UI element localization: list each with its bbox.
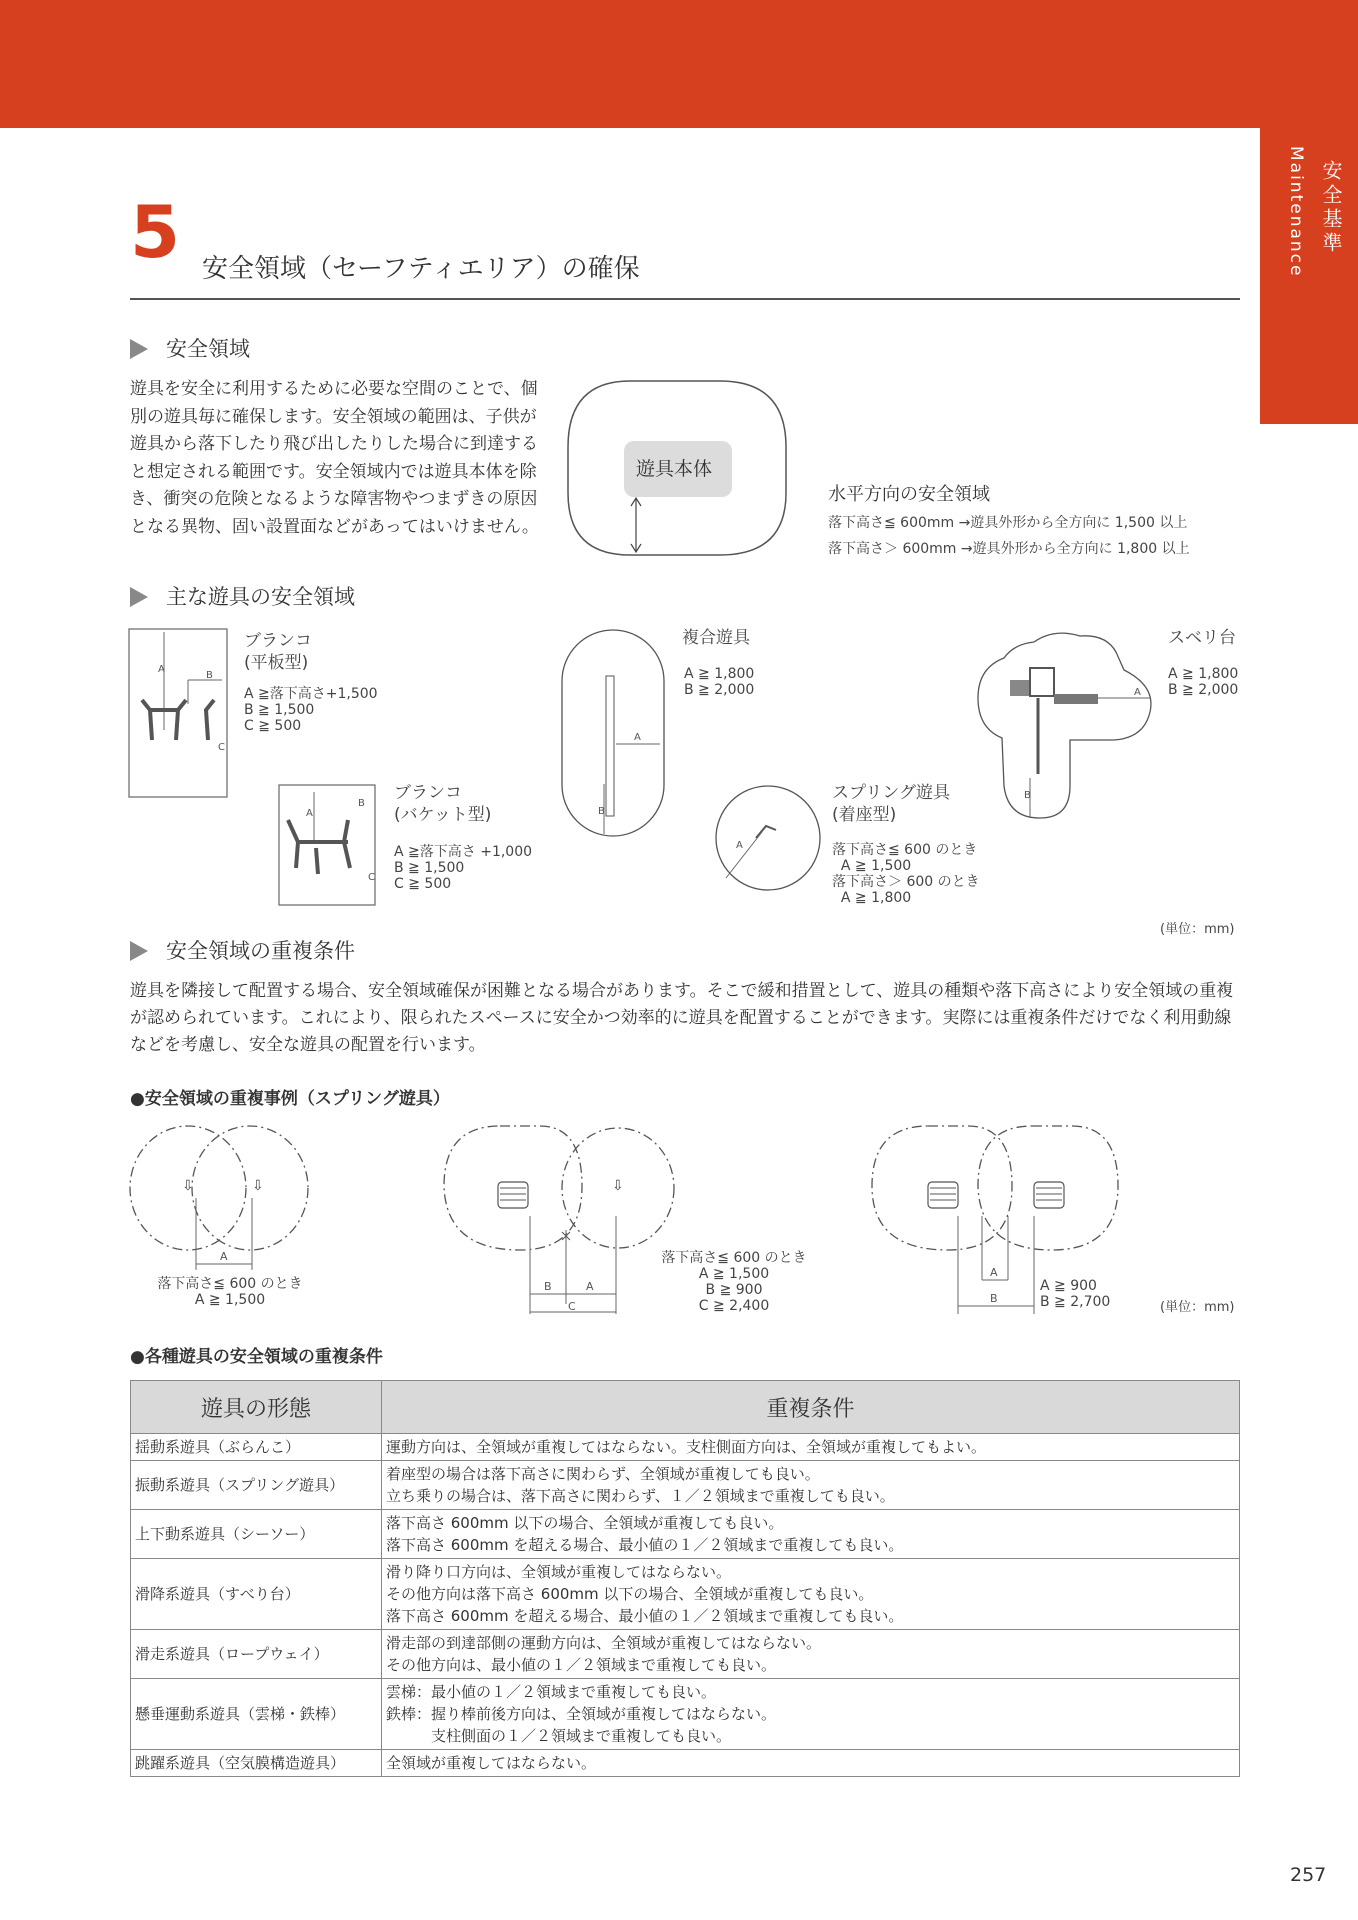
spec: B ≧ 2,000: [684, 682, 755, 698]
equipment-body-label: 遊具本体: [636, 458, 713, 480]
subheading-main-equipment: [130, 582, 355, 612]
table-row: [131, 1750, 1240, 1777]
swing-frame: [288, 820, 350, 874]
triangle-icon: [130, 339, 148, 359]
table-header-row: [131, 1381, 1240, 1434]
safety-area-outline: [562, 630, 664, 836]
overlap-example-1: [128, 1120, 328, 1280]
spec: 落下高さ≦ 600 のとき: [832, 842, 978, 858]
caption-line: B ≧ 900: [705, 1282, 763, 1298]
page-number: 257: [1290, 1864, 1327, 1886]
slide-platform: [1010, 680, 1030, 696]
letter-a: A: [220, 1250, 228, 1263]
swing-bucket-specs: [394, 844, 532, 892]
overlap-condition-cell: 全領域が重複してはならない。: [382, 1750, 1240, 1777]
unit-label-1: (単位：mm): [1160, 922, 1235, 937]
caption-line: A ≧ 1,500: [698, 1266, 770, 1282]
safety-area-outline: [978, 633, 1151, 818]
equipment-type-cell: 跳躍系遊具（空気膜構造遊具）: [131, 1750, 382, 1777]
column-header-condition: 重複条件: [382, 1381, 1240, 1434]
spring-icon-right: ⇩: [612, 1178, 624, 1194]
slide-diagram: [974, 628, 1154, 824]
dimension-a-line: [726, 832, 762, 878]
ex2-caption: [654, 1250, 814, 1314]
subheading-safety-area: [130, 334, 250, 364]
equipment-type-cell: 振動系遊具（スプリング遊具）: [131, 1461, 382, 1510]
section-title: 安全領域（セーフティエリア）の確保: [202, 254, 640, 284]
title-line-2: (平板型): [244, 653, 309, 673]
caption-line: 落下高さ≦ 600 のとき: [661, 1250, 807, 1266]
horizontal-rule-1: 落下高さ≦ 600mm →遊具外形から全方向に 1,500 以上: [828, 515, 1188, 531]
swing-bucket-diagram: [278, 784, 382, 908]
letter-b: B: [990, 1292, 998, 1305]
overlap-example-heading: ●安全領域の重複事例（スプリング遊具）: [130, 1089, 450, 1109]
equipment-type-cell: 上下動系遊具（シーソー）: [131, 1510, 382, 1559]
safety-area-paragraph: 遊具を安全に利用するために必要な空間のことで、個別の遊具毎に確保します。安全領域の範囲は、子供が遊具から落下したり飛び出したりした場合に到達すると想定される範囲です。安全領域内では遊具本体を除き、衝突の危険となるような障害物やつまずきの原因となる異物、固い設置面などがあってはいけません。: [130, 379, 539, 537]
letter-a: A: [634, 732, 641, 743]
letter-c: C: [568, 1300, 576, 1313]
swing-frame: [142, 700, 214, 740]
spec: A ≧落下高さ+1,500: [244, 686, 378, 702]
complex-specs: [684, 666, 754, 698]
overlap-condition-cell: 雲梯：最小値の１／２領域まで重複しても良い。 鉄棒：握り棒前後方向は、全領域が重複してはならない。 支柱側面の１／２領域まで重複しても良い。: [382, 1679, 1240, 1750]
side-tab-ja: 安全基準: [1319, 160, 1343, 256]
title-line-1: スプリング遊具: [832, 783, 950, 803]
ex1-caption: [150, 1276, 310, 1308]
spec: B ≧ 1,500: [394, 860, 465, 876]
equipment-body: [606, 676, 614, 816]
letter-b: B: [544, 1280, 552, 1293]
letter-b: B: [1024, 790, 1031, 801]
table-row: [131, 1510, 1240, 1559]
swing-flat-diagram: [128, 628, 234, 800]
complex-equipment-diagram: [558, 628, 670, 840]
caption-line: A ≧ 900: [1040, 1278, 1097, 1294]
equipment-type-cell: 滑降系遊具（すべり台）: [131, 1559, 382, 1630]
subheading-overlap: [130, 936, 355, 966]
section-rule: [130, 298, 1240, 300]
title-line-1: ブランコ: [394, 783, 462, 803]
equipment-type-cell: 滑走系遊具（ロープウェイ）: [131, 1630, 382, 1679]
letter-c: C: [218, 742, 225, 753]
table-row: [131, 1679, 1240, 1750]
subheading-text: 主な遊具の安全領域: [166, 585, 355, 609]
spring-icon-left: [928, 1182, 958, 1208]
slide-title: スベリ台: [1168, 628, 1236, 648]
letter-b: B: [598, 806, 605, 817]
overlap-condition-cell: 着座型の場合は落下高さに関わらず、全領域が重複しても良い。 立ち乗りの場合は、落下高さに関わらず、１／２領域まで重複しても良い。: [382, 1461, 1240, 1510]
spec: B ≧ 1,500: [244, 702, 315, 718]
spec: A ≧ 1,500: [832, 858, 912, 874]
spec: A ≧ 1,800: [832, 890, 912, 906]
ex3-caption: [1040, 1278, 1110, 1310]
spec: 落下高さ＞ 600 のとき: [832, 874, 980, 890]
safety-area-right: [192, 1126, 308, 1250]
caption-line: A ≧ 1,500: [194, 1292, 266, 1308]
overlap-condition-cell: 運動方向は、全領域が重複してはならない。支柱側面方向は、全領域が重複してもよい。: [382, 1434, 1240, 1461]
overlap-table-heading: ●各種遊具の安全領域の重複条件: [130, 1347, 383, 1367]
letter-a: A: [1134, 687, 1141, 698]
spring-icon-right: [1034, 1182, 1064, 1208]
slide-chute: [1054, 694, 1098, 704]
table-row: [131, 1559, 1240, 1630]
overlap-example-2: [440, 1120, 680, 1314]
letter-a: A: [586, 1280, 594, 1293]
spec: C ≧ 500: [244, 718, 302, 734]
caption-line: 落下高さ≦ 600 のとき: [157, 1276, 303, 1292]
caption-line: C ≧ 2,400: [698, 1298, 770, 1314]
spec: B ≧ 2,000: [1168, 682, 1239, 698]
overlap-conditions-table: [130, 1380, 1240, 1777]
letter-b: B: [206, 670, 213, 681]
spring-specs: [832, 842, 980, 906]
triangle-icon: [130, 941, 148, 961]
slide-tower: [1030, 668, 1054, 696]
side-tab: [1260, 128, 1358, 424]
spring-icon-left: ⇩: [182, 1178, 194, 1194]
spring-icon-right: ⇩: [252, 1178, 264, 1194]
column-header-type: 遊具の形態: [131, 1381, 382, 1434]
top-color-bar: [0, 0, 1358, 128]
slide-specs: [1168, 666, 1238, 698]
spec: A ≧ 1,800: [1168, 666, 1239, 682]
unit-label-2: (単位：mm): [1160, 1300, 1235, 1315]
table-row: [131, 1434, 1240, 1461]
overlap-condition-cell: 滑走部の到達部側の運動方向は、全領域が重複してはならない。 その他方向は、最小値の１／２領域まで重複しても良い。: [382, 1630, 1240, 1679]
equipment-type-cell: 懸垂運動系遊具（雲梯・鉄棒）: [131, 1679, 382, 1750]
swing-flat-specs: [244, 686, 378, 734]
subheading-text: 安全領域の重複条件: [166, 939, 355, 963]
complex-title: 複合遊具: [682, 628, 750, 648]
letter-b: B: [358, 798, 365, 809]
triangle-icon: [130, 587, 148, 607]
title-line-2: (バケット型): [394, 805, 492, 825]
swing-flat-title: [244, 630, 312, 674]
spec: A ≧落下高さ +1,000: [394, 844, 533, 860]
title-line-2: (着座型): [832, 805, 897, 825]
spec: C ≧ 500: [394, 876, 452, 892]
side-tab-en: Maintenance: [1286, 146, 1306, 278]
letter-a: A: [306, 808, 313, 819]
equipment-type-cell: 揺動系遊具（ぶらんこ）: [131, 1434, 382, 1461]
spring-icon-left: [498, 1182, 528, 1208]
spring-title: [832, 782, 950, 826]
section-number: 5: [130, 190, 181, 274]
table-row: [131, 1461, 1240, 1510]
horizontal-rule-2: 落下高さ＞ 600mm →遊具外形から全方向に 1,800 以上: [828, 541, 1190, 557]
safety-area-outline: [716, 786, 820, 890]
letter-a: A: [736, 840, 743, 851]
overlap-condition-cell: 落下高さ 600mm 以下の場合、全領域が重複しても良い。 落下高さ 600mm を超える場合、最小値の１／２領域まで重複しても良い。: [382, 1510, 1240, 1559]
spring-seated-diagram: [712, 782, 824, 894]
caption-line: B ≧ 2,700: [1040, 1294, 1111, 1310]
subheading-text: 安全領域: [166, 337, 250, 361]
letter-c: C: [368, 872, 375, 883]
title-line-1: ブランコ: [244, 631, 312, 651]
spec: A ≧ 1,800: [684, 666, 755, 682]
horizontal-area-title: 水平方向の安全領域: [828, 484, 990, 505]
swing-bucket-title: [394, 782, 491, 826]
overlap-paragraph: 遊具を隣接して配置する場合、安全領域確保が困難となる場合があります。そこで緩和措置として、遊具の種類や落下高さにより安全領域の重複が認められています。これにより、限られたスペースに安全かつ効率的に遊具を配置することができます。実際には重複条件だけでなく利用動線などを考慮し、安全な遊具の配置を行います。: [130, 981, 1234, 1055]
overlap-condition-cell: 滑り降り口方向は、全領域が重複してはならない。 その他方向は落下高さ 600mm 以下の場合、全領域が重複しても良い。 落下高さ 600mm を超える場合、最小値の１／２領域まで重複しても良い。: [382, 1559, 1240, 1630]
letter-a: A: [990, 1266, 998, 1279]
letter-a: A: [158, 664, 165, 675]
table-row: [131, 1630, 1240, 1679]
